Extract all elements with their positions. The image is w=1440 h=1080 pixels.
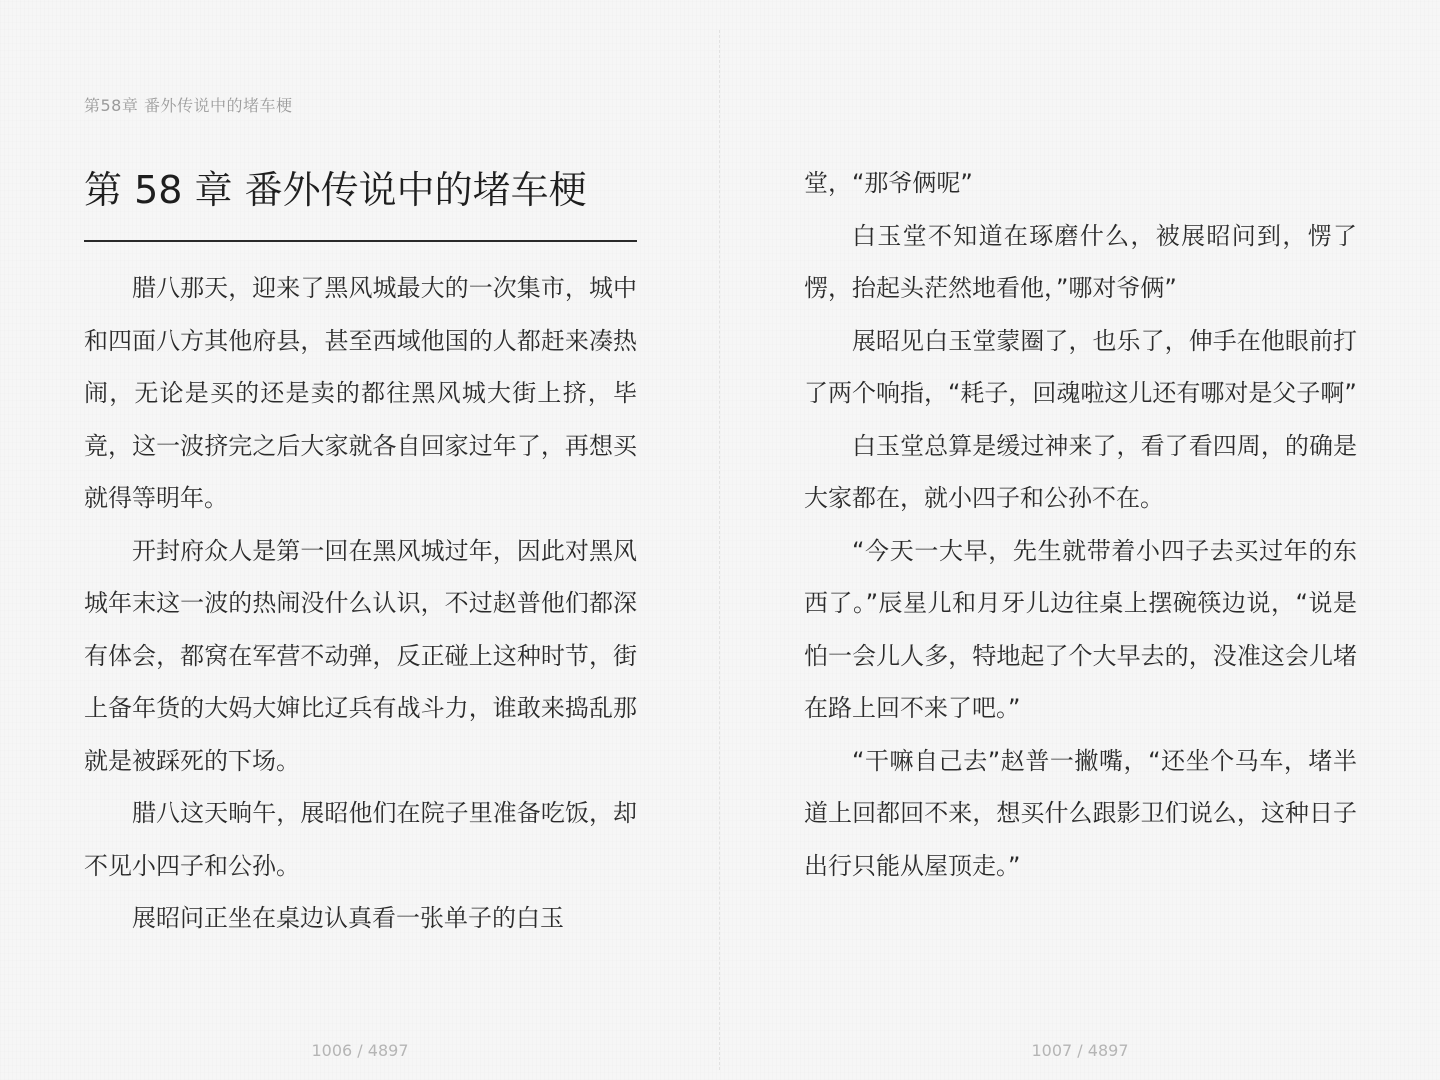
paragraph-continuation: 堂，“那爷俩呢” [804,169,973,197]
running-chapter-header: 第58章 番外传说中的堵车梗 [84,96,293,115]
paragraph: “今天一大早，先生就带着小四子去买过年的东西了。”辰星儿和月牙儿边往桌上摆碗筷边说，“说是怕一会儿人多，特地起了个大早去的，没准这会儿堵在路上回不来了吧。” [804,536,1357,722]
paragraph: 腊八那天，迎来了黑风城最大的一次集市，城中和四面八方其他府县，甚至西域他国的人都赶来凑热闹，无论是买的还是卖的都往黑风城大街上挤，毕竟，这一波挤完之后大家就各自回家过年了，再想买就得等明年。 [84,274,637,512]
paragraph: 展昭见白玉堂蒙圈了，也乐了，伸手在他眼前打了两个响指，“耗子，回魂啦这儿还有哪对是父子啊” [804,326,1357,407]
paragraph: 白玉堂不知道在琢磨什么，被展昭问到，愣了愣，抬起头茫然地看他，”哪对爷俩” [804,221,1357,302]
page-number: 1006 / 4897 [311,1041,409,1060]
paragraph: 展昭问正坐在桌边认真看一张单子的白玉 [132,904,564,932]
title-underline [84,240,637,242]
chapter-title: 第 58 章 番外传说中的堵车梗 [84,168,587,212]
paragraph: 腊八这天晌午，展昭他们在院子里准备吃饭，却不见小四子和公孙。 [84,799,637,880]
right-page-body [804,157,1357,892]
left-page-body [84,262,637,945]
right-page[interactable] [720,0,1440,1080]
paragraph: “干嘛自己去”赵普一撇嘴，“还坐个马车，堵半道上回都回不来，想买什么跟影卫们说么，这种日子出行只能从屋顶走。” [804,746,1357,880]
paragraph: 白玉堂总算是缓过神来了，看了看四周，的确是大家都在，就小四子和公孙不在。 [804,431,1357,512]
paragraph: 开封府众人是第一回在黑风城过年，因此对黑风城年末这一波的热闹没什么认识，不过赵普他们都深有体会，都窝在军营不动弹，反正碰上这种时节，街上备年货的大妈大婶比辽兵有战斗力，谁敢来捣乱那就是被踩死的下场。 [84,536,637,775]
page-number: 1007 / 4897 [1031,1041,1129,1060]
